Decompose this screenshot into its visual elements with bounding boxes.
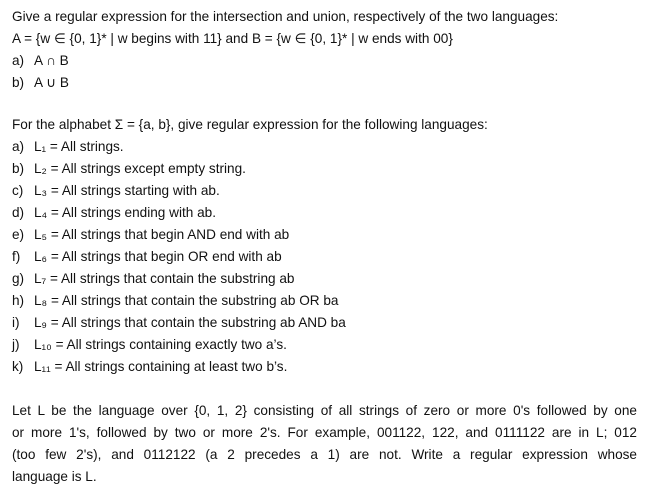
item-text: L₁₁ = All strings containing at least two b’s.: [34, 359, 288, 374]
item-text: L₁₀ = All strings containing exactly two a’s.: [34, 337, 287, 352]
section2-item-e: [12, 224, 637, 246]
item-letter: b): [12, 161, 25, 176]
section-alphabet-languages: [12, 114, 637, 378]
section2-item-d: [12, 202, 637, 224]
item-letter: d): [12, 205, 25, 220]
paragraph-line-4: language is L.: [12, 469, 97, 484]
section-language-L: [12, 400, 637, 488]
section-set-operations: [12, 6, 637, 94]
item-text: L₂ = All strings except empty string.: [34, 161, 246, 176]
item-letter: a): [12, 139, 25, 154]
item-text: L₁ = All strings.: [34, 139, 124, 154]
item-letter: g): [12, 271, 25, 286]
section2-item-c: [12, 180, 637, 202]
item-letter: j): [12, 337, 20, 352]
paragraph-line-1: Let L be the language over {0, 1, 2} consisting of all strings of zero or more 0's followed by one: [12, 403, 637, 418]
section2-item-b: [12, 158, 637, 180]
section2-item-g: [12, 268, 637, 290]
item-letter: b): [12, 75, 25, 90]
section2-item-j: [12, 334, 637, 356]
item-text: L₆ = All strings that begin OR end with ab: [34, 249, 282, 264]
section2-item-k: [12, 356, 637, 378]
spacer: [12, 378, 637, 400]
item-text: L₈ = All strings that contain the substring ab OR ba: [34, 293, 339, 308]
item-text: A ∩ B: [34, 53, 69, 68]
document-page: [12, 6, 637, 488]
item-letter: i): [12, 315, 20, 330]
section1-item-b: [12, 72, 637, 94]
section2-item-h: [12, 290, 637, 312]
item-letter: f): [12, 249, 21, 264]
section2-item-a: [12, 136, 637, 158]
item-text: L₄ = All strings ending with ab.: [34, 205, 216, 220]
item-letter: h): [12, 293, 25, 308]
section1-item-a: [12, 50, 637, 72]
item-text: L₃ = All strings starting with ab.: [34, 183, 220, 198]
item-text: L₉ = All strings that contain the substring ab AND ba: [34, 315, 346, 330]
section2-item-i: [12, 312, 637, 334]
item-text: L₇ = All strings that contain the substring ab: [34, 271, 295, 286]
section2-intro: For the alphabet Σ = {a, b}, give regular expression for the following languages:: [12, 117, 488, 132]
paragraph-line-2: or more 1's, followed by two or more 2's. For example, 001122, 122, and 0111122 are in L; 012: [12, 425, 637, 440]
item-text: L₅ = All strings that begin AND end with ab: [34, 227, 290, 242]
section2-item-f: [12, 246, 637, 268]
item-text: A ∪ B: [34, 75, 69, 90]
item-letter: e): [12, 227, 25, 242]
item-letter: k): [12, 359, 24, 374]
section1-intro: Give a regular expression for the intersection and union, respectively of the two languages:: [12, 9, 559, 24]
section1-definition: A = {w ∈ {0, 1}* | w begins with 11} and B = {w ∈ {0, 1}* | w ends with 00}: [12, 31, 453, 46]
item-letter: c): [12, 183, 24, 198]
item-letter: a): [12, 53, 25, 68]
spacer: [12, 94, 637, 114]
paragraph-line-3: (too few 2's), and 0112122 (a 2 precedes a 1) are not. Write a regular expression whose: [12, 447, 637, 462]
